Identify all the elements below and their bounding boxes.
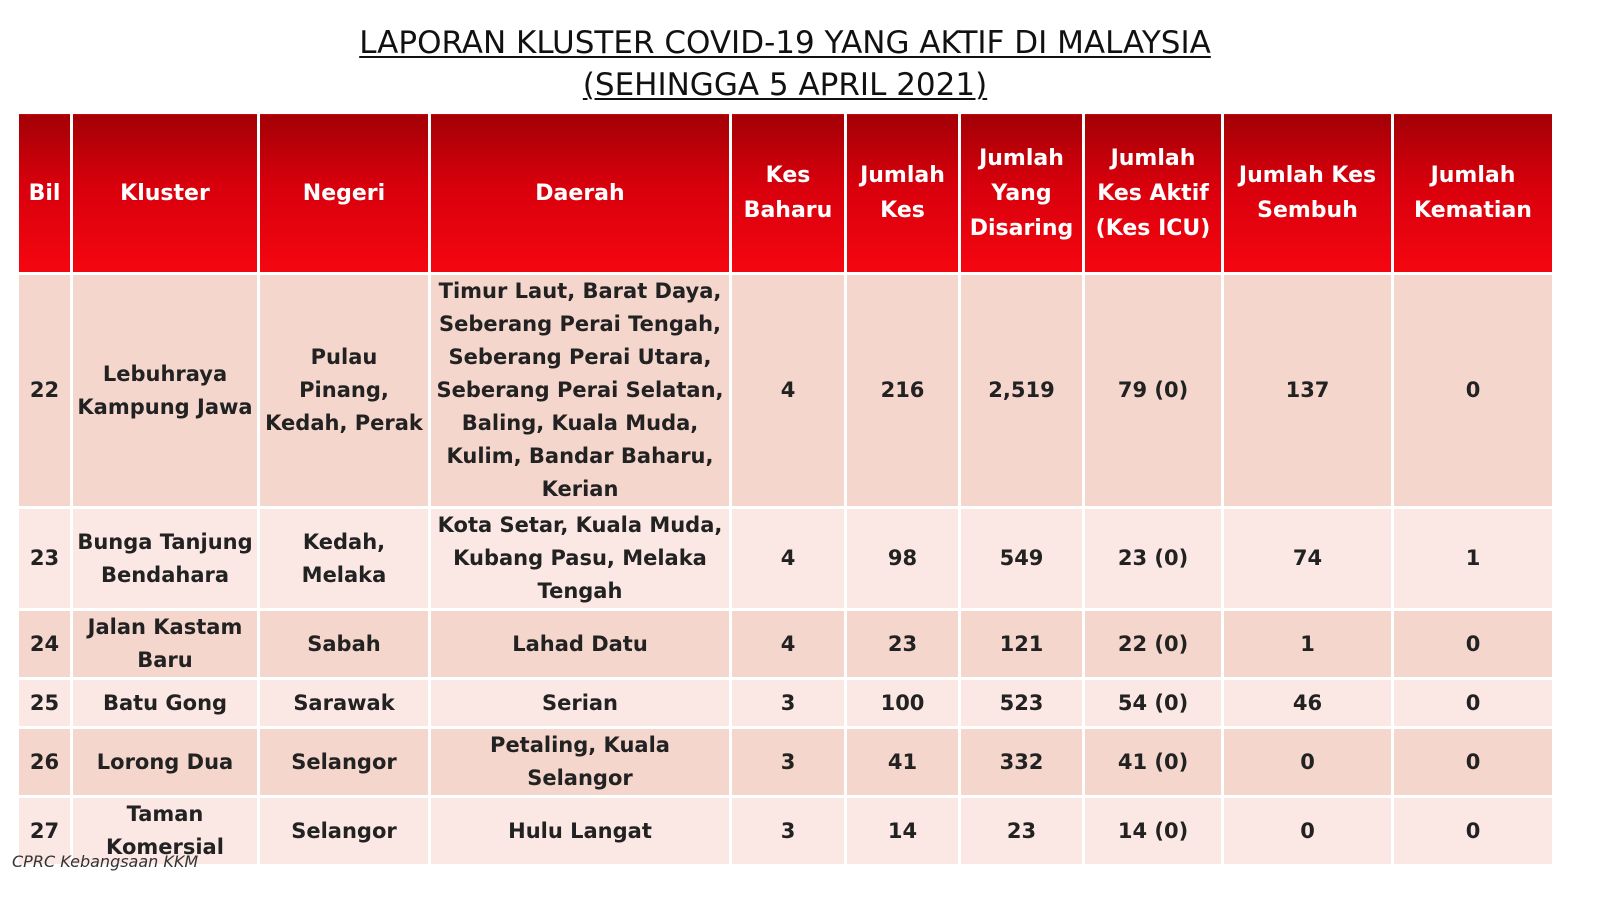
cell-daerah: Serian — [430, 679, 731, 728]
cell-aktif-icu: 54 (0) — [1084, 679, 1223, 728]
cell-sembuh: 137 — [1223, 274, 1393, 508]
cell-disaring: 23 — [960, 797, 1084, 866]
cell-kematian: 1 — [1393, 508, 1554, 610]
cell-aktif-icu: 41 (0) — [1084, 728, 1223, 797]
cell-daerah: Kota Setar, Kuala Muda, Kubang Pasu, Melaka Tengah — [430, 508, 731, 610]
header-jumlah-kematian: Jumlah Kematian — [1393, 113, 1554, 274]
cell-negeri: Kedah, Melaka — [259, 508, 430, 610]
header-daerah: Daerah — [430, 113, 731, 274]
report-title — [0, 22, 1570, 106]
cell-kluster: Lebuhraya Kampung Jawa — [72, 274, 259, 508]
header-jumlah-kes-aktif: Jumlah Kes Aktif (Kes ICU) — [1084, 113, 1223, 274]
report-title-line2: (SEHINGGA 5 APRIL 2021) — [582, 67, 988, 103]
cell-aktif-icu: 23 (0) — [1084, 508, 1223, 610]
cell-disaring: 523 — [960, 679, 1084, 728]
cell-disaring: 121 — [960, 610, 1084, 679]
cell-kematian: 0 — [1393, 274, 1554, 508]
cell-negeri: Sarawak — [259, 679, 430, 728]
cell-sembuh: 1 — [1223, 610, 1393, 679]
cell-daerah: Hulu Langat — [430, 797, 731, 866]
cell-jumlah-kes: 98 — [846, 508, 960, 610]
source-footer: CPRC Kebangsaan KKM — [12, 852, 199, 871]
cell-kluster: Batu Gong — [72, 679, 259, 728]
cell-jumlah-kes: 14 — [846, 797, 960, 866]
table-row — [18, 274, 1554, 508]
cell-kematian: 0 — [1393, 610, 1554, 679]
table-header-row — [18, 113, 1554, 274]
table-row — [18, 610, 1554, 679]
cell-jumlah-kes: 100 — [846, 679, 960, 728]
cell-sembuh: 46 — [1223, 679, 1393, 728]
cell-kes-baharu: 3 — [731, 679, 846, 728]
cell-bil: 22 — [18, 274, 72, 508]
cell-negeri: Selangor — [259, 797, 430, 866]
table-row — [18, 728, 1554, 797]
cell-kes-baharu: 4 — [731, 508, 846, 610]
cell-kluster: Jalan Kastam Baru — [72, 610, 259, 679]
cell-aktif-icu: 79 (0) — [1084, 274, 1223, 508]
cell-bil: 27 — [18, 797, 72, 866]
cell-bil: 23 — [18, 508, 72, 610]
cell-kematian: 0 — [1393, 679, 1554, 728]
table-row — [18, 679, 1554, 728]
cell-kluster: Taman Komersial — [72, 797, 259, 866]
header-bil: Bil — [18, 113, 72, 274]
cell-kes-baharu: 3 — [731, 728, 846, 797]
header-kes-baharu: Kes Baharu — [731, 113, 846, 274]
cell-kematian: 0 — [1393, 797, 1554, 866]
table-row — [18, 508, 1554, 610]
header-jumlah-kes: Jumlah Kes — [846, 113, 960, 274]
cell-aktif-icu: 14 (0) — [1084, 797, 1223, 866]
cell-bil: 24 — [18, 610, 72, 679]
cell-disaring: 2,519 — [960, 274, 1084, 508]
header-jumlah-kes-sembuh: Jumlah Kes Sembuh — [1223, 113, 1393, 274]
header-jumlah-disaring: Jumlah Yang Disaring — [960, 113, 1084, 274]
header-kluster: Kluster — [72, 113, 259, 274]
cell-daerah: Timur Laut, Barat Daya, Seberang Perai Tengah, Seberang Perai Utara, Seberang Perai Selatan, Baling, Kuala Muda, Kulim, Bandar Baharu, Kerian — [430, 274, 731, 508]
cluster-table — [16, 111, 1555, 867]
cell-disaring: 332 — [960, 728, 1084, 797]
cell-kes-baharu: 3 — [731, 797, 846, 866]
cell-daerah: Lahad Datu — [430, 610, 731, 679]
cell-negeri: Selangor — [259, 728, 430, 797]
cell-bil: 25 — [18, 679, 72, 728]
cell-jumlah-kes: 216 — [846, 274, 960, 508]
cell-negeri: Pulau Pinang, Kedah, Perak — [259, 274, 430, 508]
cell-bil: 26 — [18, 728, 72, 797]
cell-kluster: Lorong Dua — [72, 728, 259, 797]
report-title-line1: LAPORAN KLUSTER COVID-19 YANG AKTIF DI MALAYSIA — [359, 25, 1211, 61]
cell-jumlah-kes: 41 — [846, 728, 960, 797]
cell-kluster: Bunga Tanjung Bendahara — [72, 508, 259, 610]
cell-daerah: Petaling, Kuala Selangor — [430, 728, 731, 797]
cell-sembuh: 0 — [1223, 797, 1393, 866]
cell-sembuh: 74 — [1223, 508, 1393, 610]
cell-disaring: 549 — [960, 508, 1084, 610]
table-row — [18, 797, 1554, 866]
cell-aktif-icu: 22 (0) — [1084, 610, 1223, 679]
cell-sembuh: 0 — [1223, 728, 1393, 797]
cell-jumlah-kes: 23 — [846, 610, 960, 679]
cell-kes-baharu: 4 — [731, 274, 846, 508]
cell-kematian: 0 — [1393, 728, 1554, 797]
cell-kes-baharu: 4 — [731, 610, 846, 679]
header-negeri: Negeri — [259, 113, 430, 274]
cell-negeri: Sabah — [259, 610, 430, 679]
